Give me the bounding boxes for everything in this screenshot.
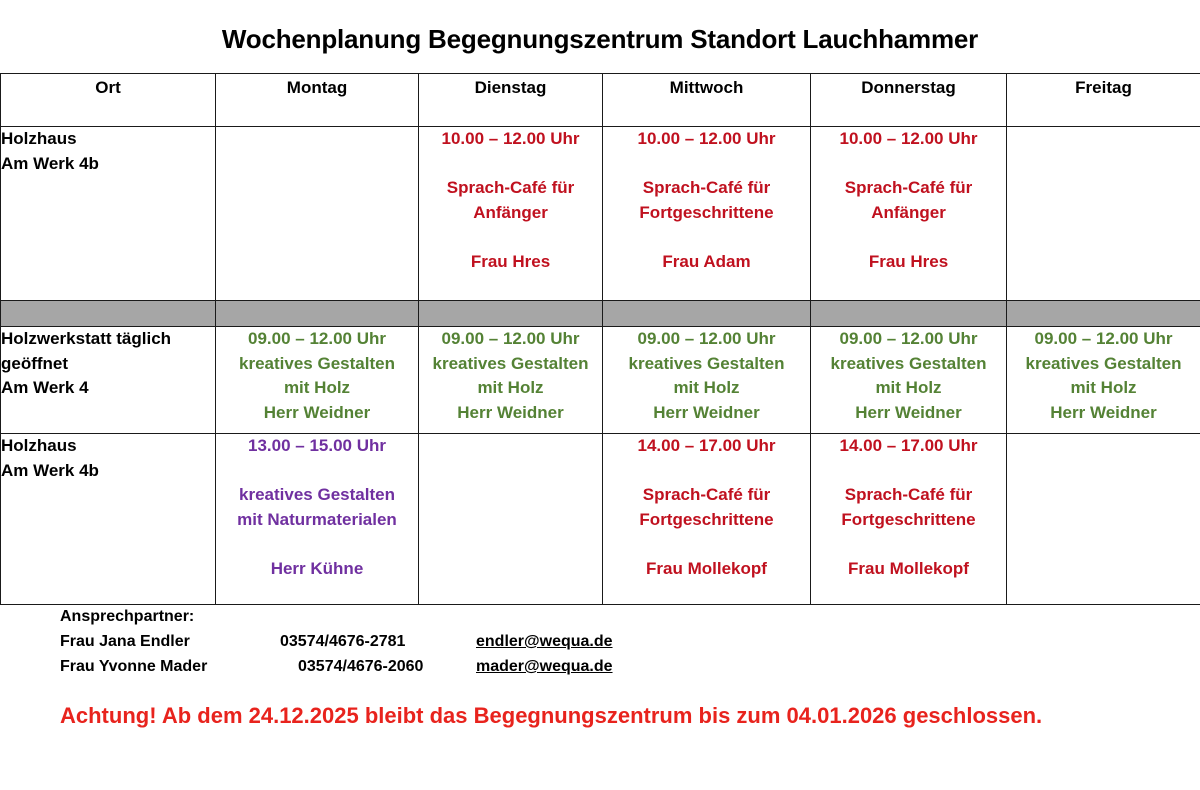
event-line: mit Holz xyxy=(875,378,942,398)
table-row xyxy=(1,327,1200,434)
event-line: 09.00 – 12.00 Uhr xyxy=(1034,329,1173,348)
event-line: Fortgeschrittene xyxy=(639,202,774,222)
event-line: kreatives Gestalten xyxy=(1025,353,1182,373)
spacer xyxy=(811,152,1006,177)
contact-name: Frau Jana Endler xyxy=(60,633,190,650)
schedule-cell xyxy=(603,434,811,605)
schedule-cell xyxy=(811,327,1007,434)
schedule-cell xyxy=(1007,127,1200,301)
schedule-cell xyxy=(811,127,1007,301)
schedule-cell xyxy=(1007,327,1200,434)
contacts-heading: Ansprechpartner: xyxy=(60,608,195,625)
event-line: Frau Adam xyxy=(662,251,751,271)
spacer xyxy=(216,459,418,484)
header-mittwoch: Mittwoch xyxy=(603,74,811,127)
spacer xyxy=(216,532,418,557)
header-ort: Ort xyxy=(1,74,216,127)
schedule-cell xyxy=(811,434,1007,605)
event-line: kreatives Gestalten xyxy=(432,353,589,373)
event-line: Frau Mollekopf xyxy=(646,558,767,578)
event-line: Frau Hres xyxy=(470,251,551,271)
event-line: 10.00 – 12.00 Uhr xyxy=(637,129,776,148)
location-line: Am Werk 4b xyxy=(1,153,99,173)
event-line: Frau Mollekopf xyxy=(848,558,969,578)
event-line: Sprach-Café für xyxy=(844,485,973,505)
schedule-cell xyxy=(1007,434,1200,605)
spacer xyxy=(603,225,810,250)
contact-email-link[interactable]: mader@wequa.de xyxy=(476,658,613,675)
spacer xyxy=(419,152,602,177)
schedule-cell xyxy=(216,327,419,434)
contact-email-link[interactable]: endler@wequa.de xyxy=(476,633,613,650)
location-line: geöffnet xyxy=(1,353,69,373)
event-line: Sprach-Café für xyxy=(642,178,771,198)
event-line: 09.00 – 12.00 Uhr xyxy=(839,329,978,348)
location-line: Holzhaus xyxy=(1,129,77,148)
event-line: kreatives Gestalten xyxy=(830,353,987,373)
event-line: kreatives Gestalten xyxy=(239,353,395,373)
header-montag: Montag xyxy=(216,74,419,127)
event-line: mit Holz xyxy=(1070,378,1137,398)
contact-phone: 03574/4676-2060 xyxy=(298,658,424,675)
event-line: 09.00 – 12.00 Uhr xyxy=(441,329,580,348)
contact-name: Frau Yvonne Mader xyxy=(60,658,208,675)
event-line: kreatives Gestalten xyxy=(239,485,395,505)
schedule-cell xyxy=(603,327,811,434)
event-line: kreatives Gestalten xyxy=(628,353,785,373)
event-line: 13.00 – 15.00 Uhr xyxy=(248,436,386,455)
event-line: Frau Hres xyxy=(868,251,949,271)
schedule-cell xyxy=(419,434,603,605)
event-line: Herr Weidner xyxy=(855,402,962,422)
spacer xyxy=(603,459,810,484)
spacer xyxy=(603,152,810,177)
location-line: Holzwerkstatt täglich xyxy=(1,329,172,348)
spacer xyxy=(419,225,602,250)
event-line: Herr Weidner xyxy=(653,402,760,422)
event-line: 10.00 – 12.00 Uhr xyxy=(839,129,978,148)
event-line: mit Naturmaterialen xyxy=(237,509,397,529)
event-line: Anfänger xyxy=(473,202,548,222)
spacer xyxy=(811,225,1006,250)
location-line: Holzhaus xyxy=(1,436,77,455)
schedule-cell xyxy=(603,127,811,301)
spacer xyxy=(811,459,1006,484)
spacer xyxy=(603,532,810,557)
page-title: Wochenplanung Begegnungszentrum Standort Lauchhammer xyxy=(221,24,979,54)
event-line: 10.00 – 12.00 Uhr xyxy=(441,129,580,148)
location-cell xyxy=(1,434,216,605)
table-row xyxy=(1,127,1200,301)
contact-phone: 03574/4676-2781 xyxy=(280,633,406,650)
location-cell xyxy=(1,127,216,301)
location-line: Am Werk 4 xyxy=(1,378,89,398)
event-line: mit Holz xyxy=(673,378,740,398)
schedule-cell xyxy=(216,434,419,605)
closure-notice: Achtung! Ab dem 24.12.2025 bleibt das Begegnungszentrum bis zum 04.01.2026 geschlossen. xyxy=(60,703,1043,728)
event-line: Herr Weidner xyxy=(1050,402,1157,422)
event-line: 09.00 – 12.00 Uhr xyxy=(248,329,386,348)
header-dienstag: Dienstag xyxy=(419,74,603,127)
event-line: Sprach-Café für xyxy=(446,178,575,198)
location-line: Am Werk 4b xyxy=(1,460,99,480)
table-row xyxy=(1,434,1200,605)
event-line: Herr Weidner xyxy=(457,402,564,422)
separator-row xyxy=(1,301,1200,327)
schedule-cell xyxy=(216,127,419,301)
header-row xyxy=(1,74,1200,127)
event-line: Herr Kühne xyxy=(270,558,364,578)
event-line: 14.00 – 17.00 Uhr xyxy=(839,436,978,455)
event-line: Fortgeschrittene xyxy=(639,509,774,529)
event-line: mit Holz xyxy=(283,378,351,398)
schedule-cell xyxy=(419,127,603,301)
event-line: Herr Weidner xyxy=(263,402,371,422)
event-line: mit Holz xyxy=(477,378,544,398)
event-line: Anfänger xyxy=(871,202,946,222)
event-line: Sprach-Café für xyxy=(844,178,973,198)
event-line: Sprach-Café für xyxy=(642,485,771,505)
schedule-cell xyxy=(419,327,603,434)
header-freitag: Freitag xyxy=(1007,74,1200,127)
spacer xyxy=(811,532,1006,557)
event-line: Fortgeschrittene xyxy=(841,509,976,529)
schedule-table xyxy=(0,73,1200,605)
header-donnerstag: Donnerstag xyxy=(811,74,1007,127)
event-line: 14.00 – 17.00 Uhr xyxy=(637,436,776,455)
event-line: 09.00 – 12.00 Uhr xyxy=(637,329,776,348)
location-cell xyxy=(1,327,216,434)
